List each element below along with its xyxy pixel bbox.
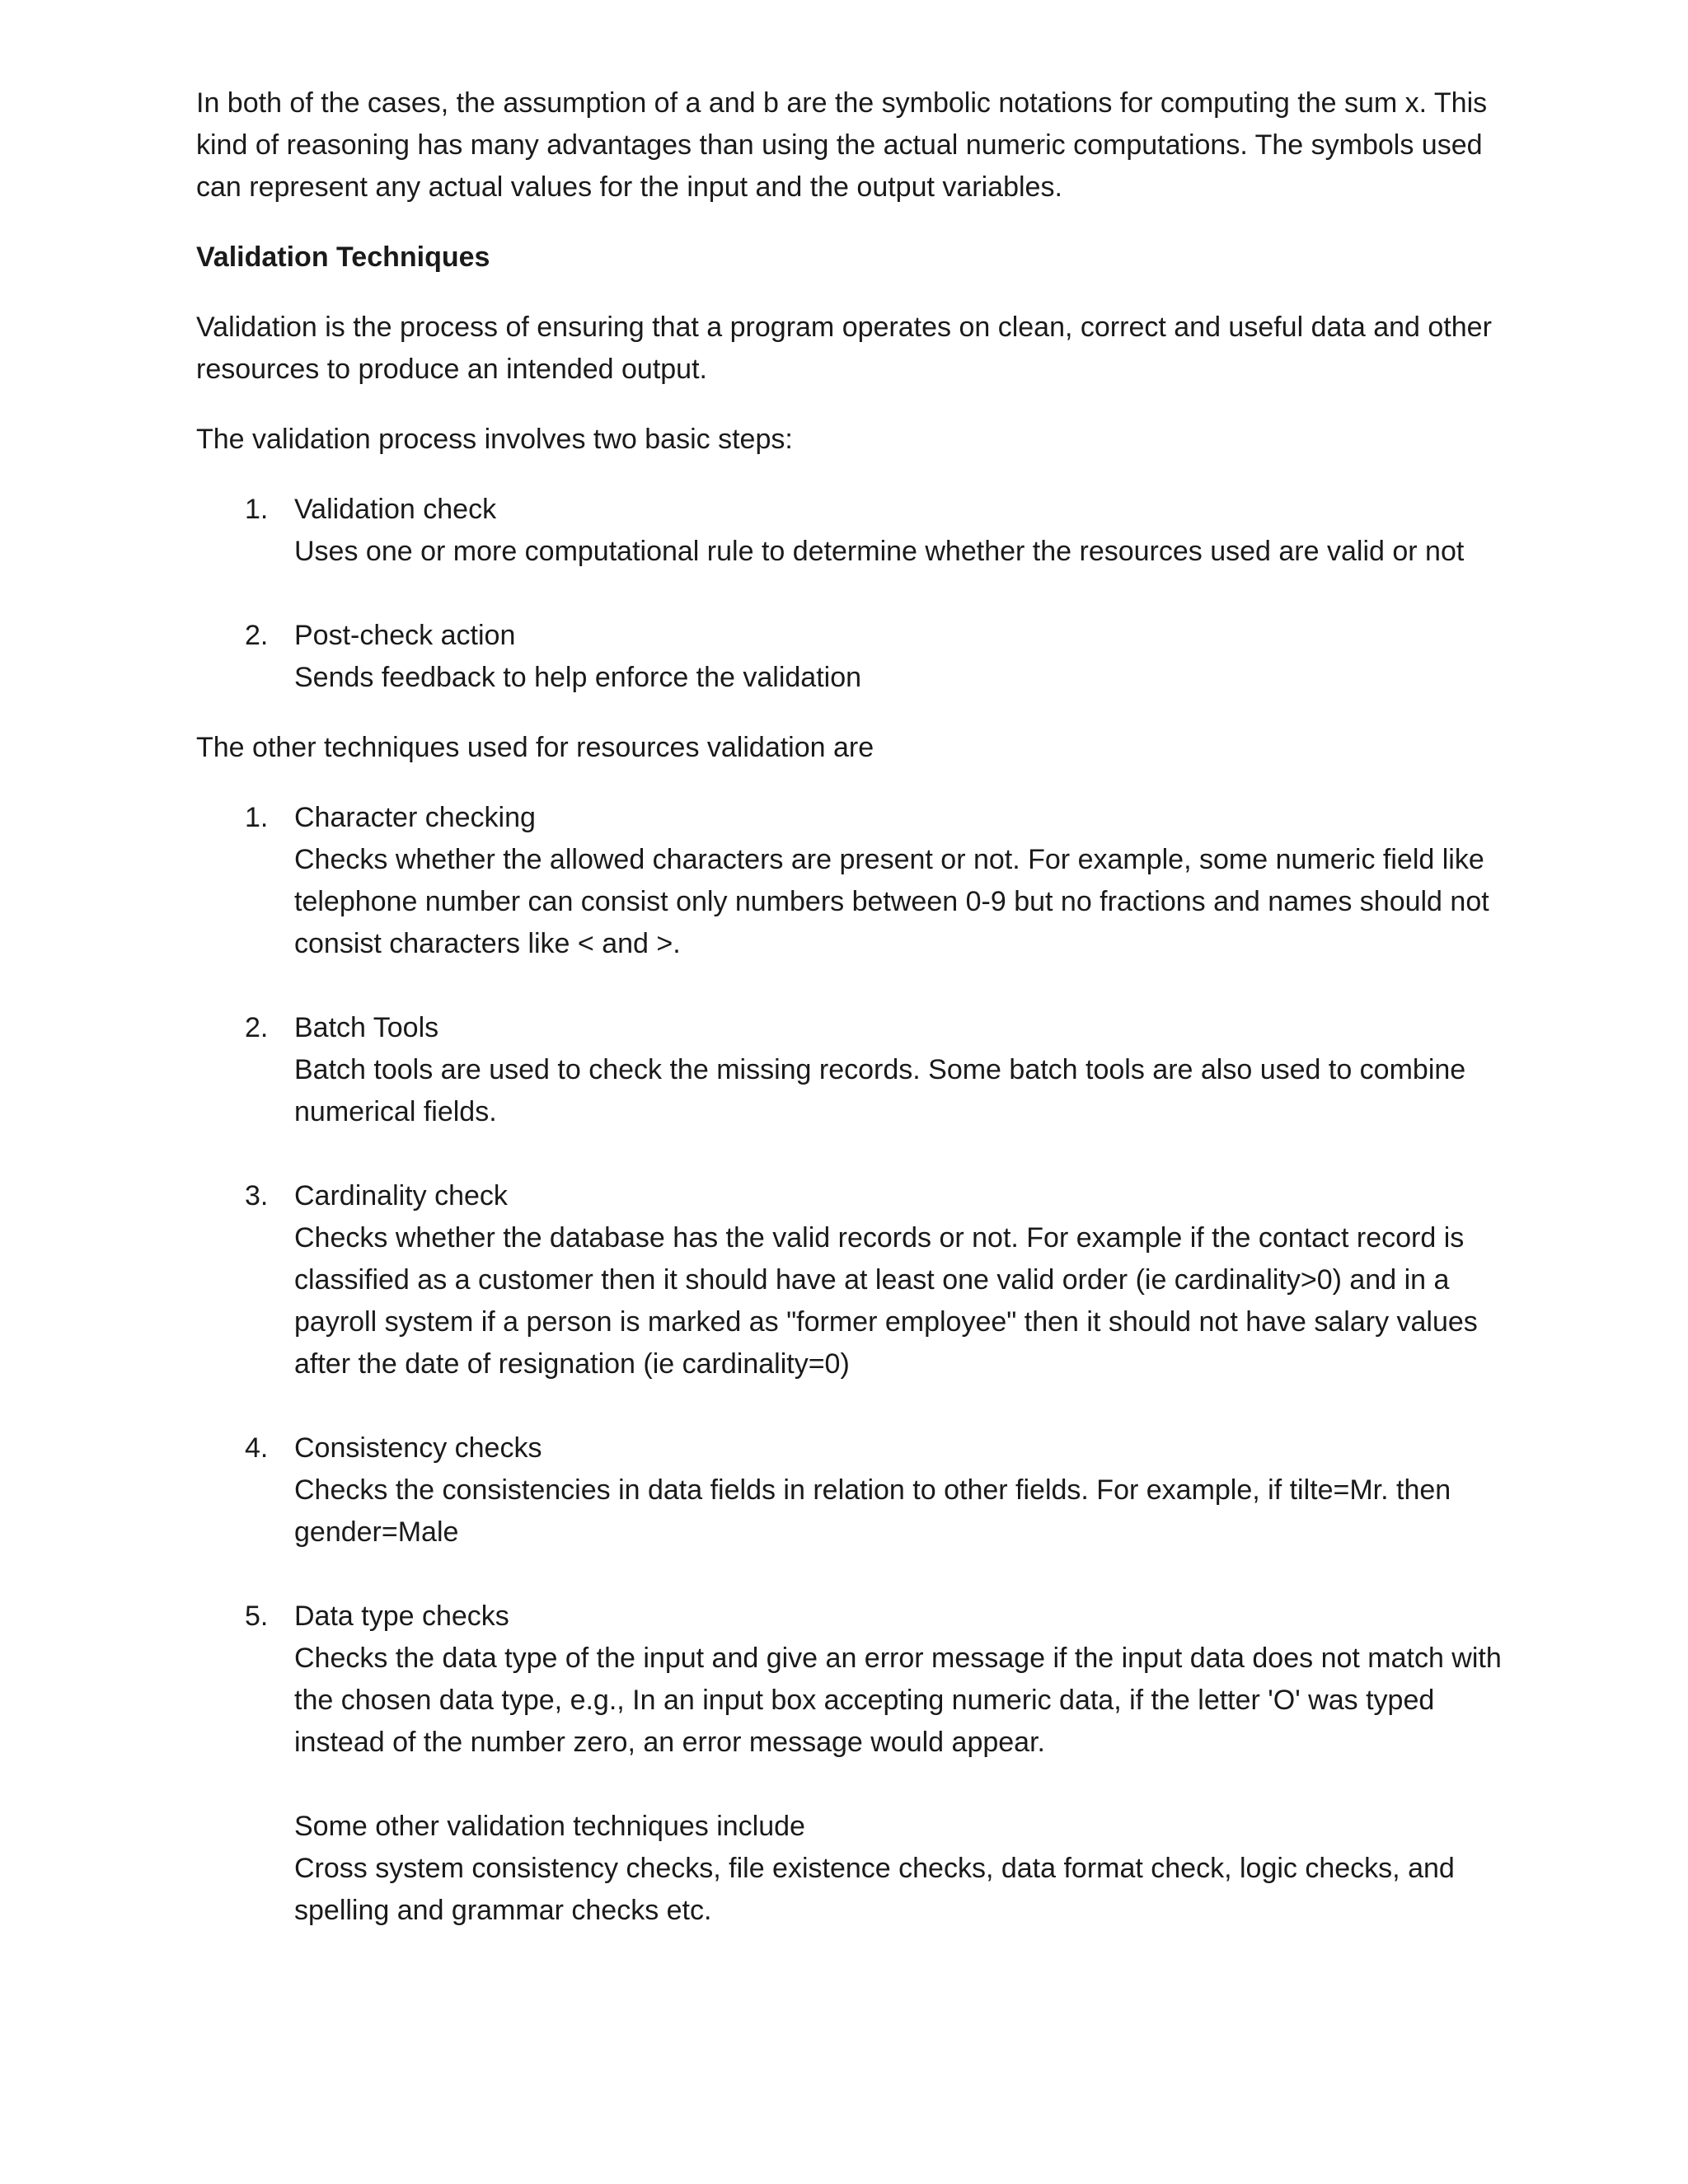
- other-techniques-label: Some other validation techniques include: [294, 1811, 805, 1842]
- validation-definition: Validation is the process of ensuring that a program operates on clean, correct and useful data and other resources to produce an intended output.: [196, 312, 1492, 385]
- techniques-intro: The other techniques used for resources validation are: [196, 732, 874, 763]
- other-techniques-text: Cross system consistency checks, file existence checks, data format check, logic checks, and spelling and grammar checks etc.: [294, 1853, 1455, 1926]
- list-item-title: Batch Tools: [294, 1012, 439, 1043]
- list-number: 1.: [245, 494, 269, 525]
- list-number: 2.: [245, 1012, 269, 1043]
- techniques-list: [196, 797, 1515, 1764]
- intro-paragraph: In both of the cases, the assumption of a and b are the symbolic notations for computing the sum x. This kind of reasoning has many advantages than using the actual numeric computations. The symbols used can represent any actual values for the input and the output variables.: [196, 87, 1488, 203]
- list-number: 4.: [245, 1432, 269, 1464]
- section-heading: Validation Techniques: [196, 241, 490, 273]
- list-number: 2.: [245, 620, 269, 651]
- list-item-description: Checks whether the allowed characters are present or not. For example, some numeric field like telephone number can consist only numbers between 0-9 but no fractions and names should not consist characters like < and >.: [294, 844, 1489, 959]
- list-item: [196, 615, 1515, 699]
- list-number: 5.: [245, 1601, 269, 1632]
- list-item: [196, 1427, 1515, 1554]
- list-item-description: Checks the data type of the input and give an error message if the input data does not match with the chosen data type, e.g., In an input box accepting numeric data, if the letter 'O' was typed instead of the number zero, an error message would appear.: [294, 1643, 1502, 1758]
- list-item-title: Consistency checks: [294, 1432, 542, 1464]
- list-item: [196, 1007, 1515, 1133]
- list-item-title: Character checking: [294, 802, 536, 833]
- list-item-description: Uses one or more computational rule to determine whether the resources used are valid or not: [294, 536, 1465, 567]
- list-item-description: Checks the consistencies in data fields in relation to other fields. For example, if tilte=Mr. then gender=Male: [294, 1474, 1451, 1548]
- steps-intro: The validation process involves two basic steps:: [196, 424, 793, 455]
- list-item: [196, 797, 1515, 965]
- list-item-title: Post-check action: [294, 620, 516, 651]
- list-number: 3.: [245, 1180, 269, 1212]
- list-number: 1.: [245, 802, 269, 833]
- list-item-description: Sends feedback to help enforce the validation: [294, 662, 862, 693]
- list-item-description: Batch tools are used to check the missing records. Some batch tools are also used to combine numerical fields.: [294, 1054, 1466, 1127]
- steps-list: [196, 489, 1515, 699]
- list-item-description: Checks whether the database has the valid records or not. For example if the contact record is classified as a customer then it should have at least one valid order (ie cardinality>0) and in a payroll system if a person is marked as "former employee" then it should not have salary values after the date of resignation (ie cardinality=0): [294, 1222, 1478, 1380]
- list-item-title: Validation check: [294, 494, 497, 525]
- list-item: [196, 489, 1515, 573]
- list-item-title: Data type checks: [294, 1601, 509, 1632]
- document-page: [196, 82, 1515, 1932]
- list-item: [196, 1596, 1515, 1764]
- other-techniques-block: [196, 1806, 1515, 1932]
- list-item-title: Cardinality check: [294, 1180, 508, 1212]
- list-item: [196, 1175, 1515, 1385]
